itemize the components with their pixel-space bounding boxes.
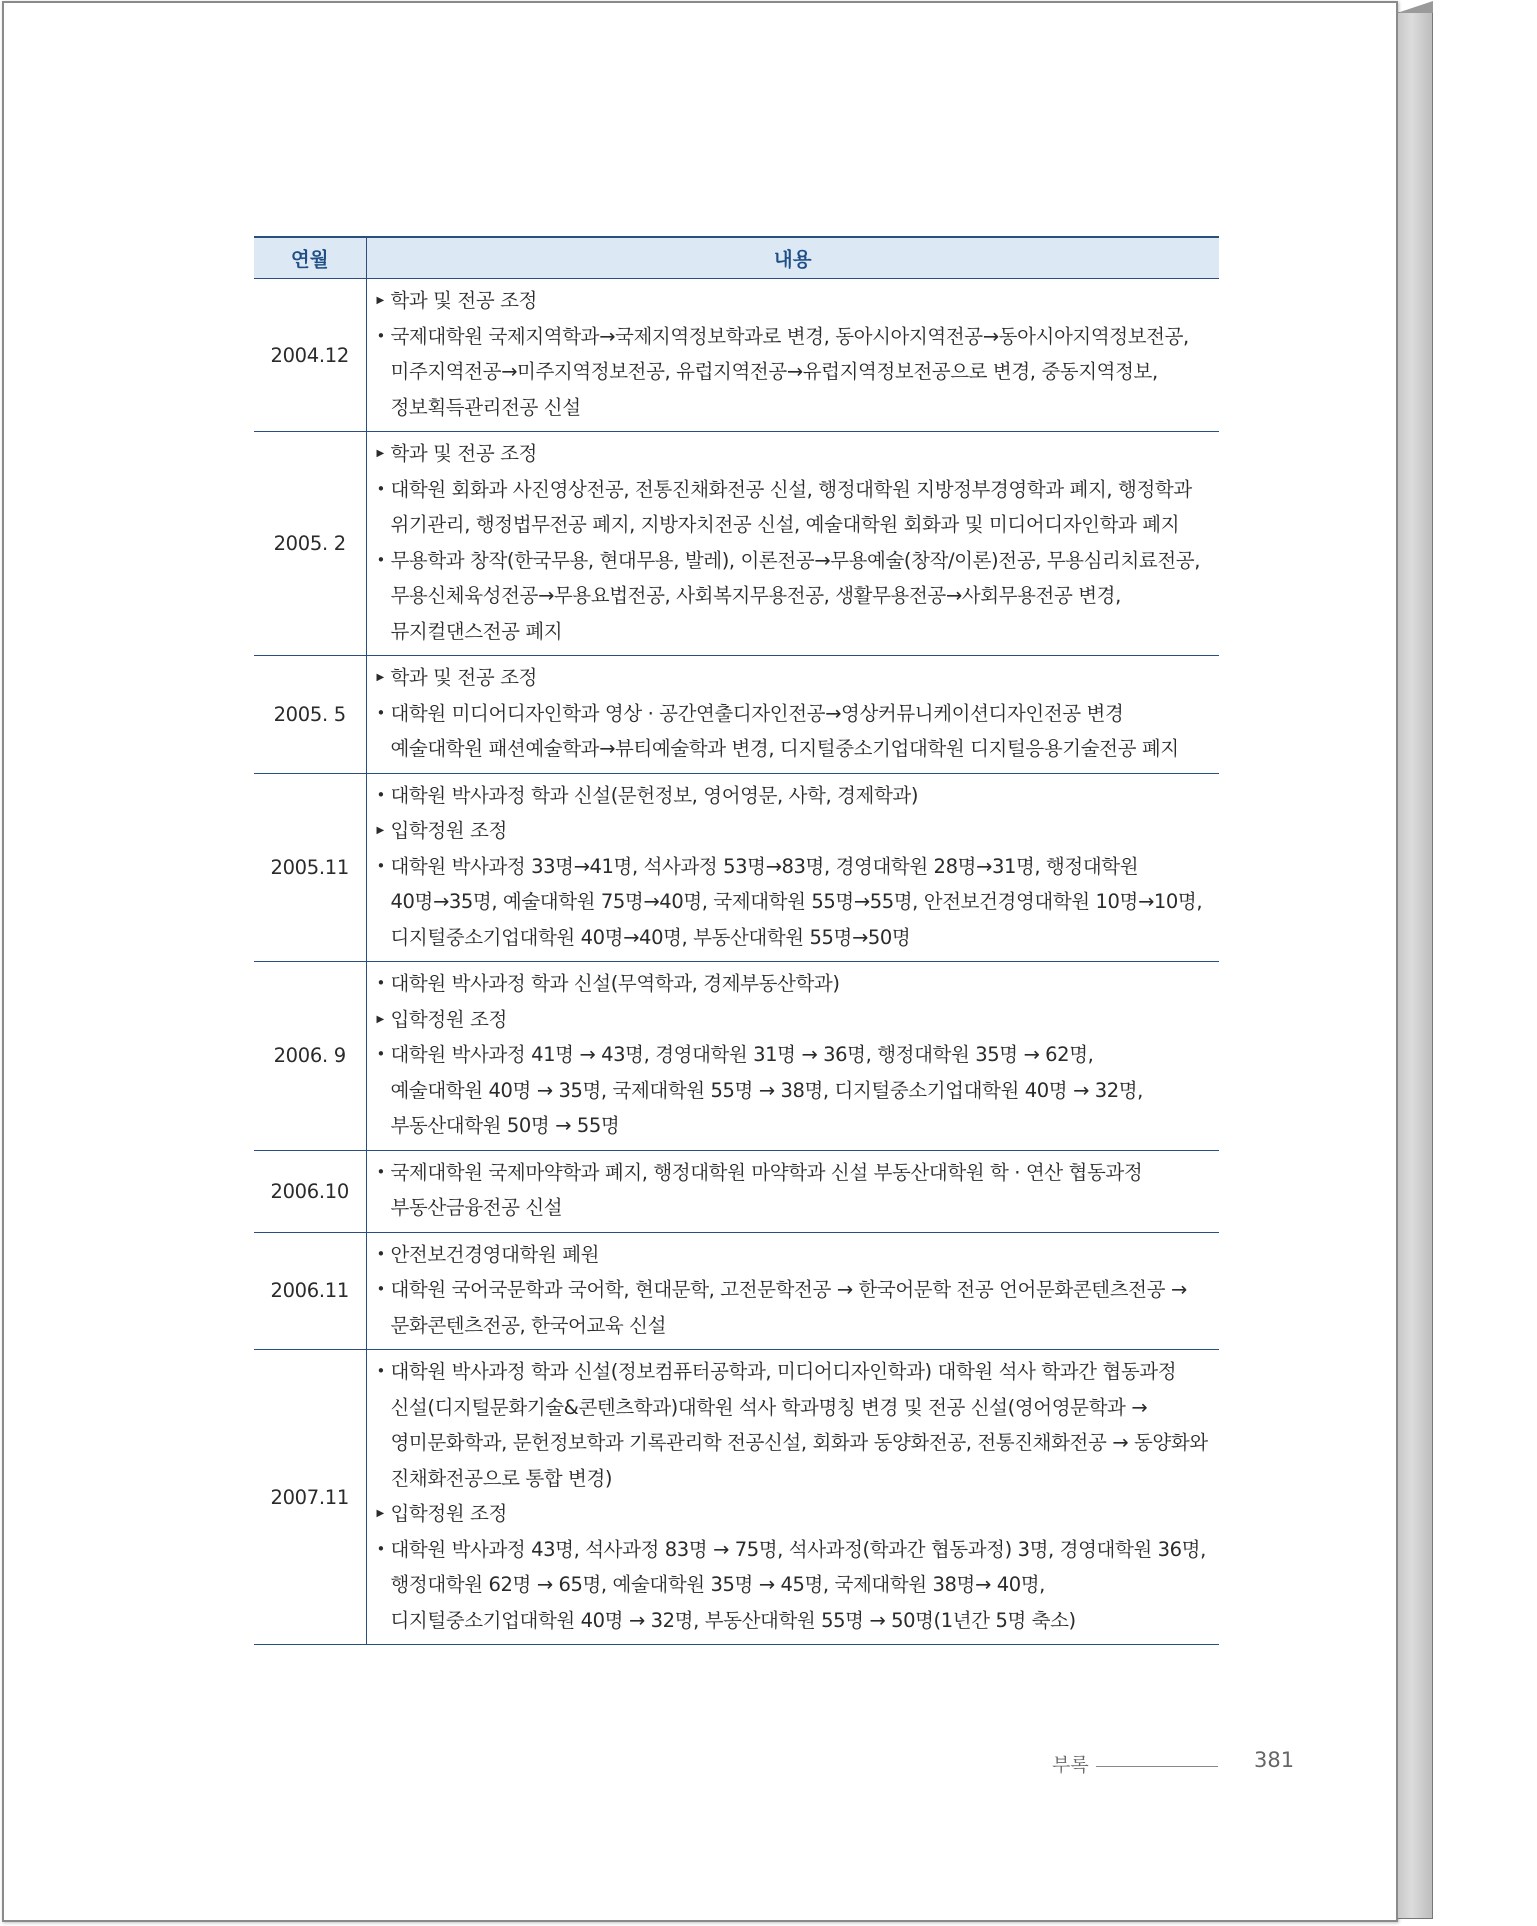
continuation-line xyxy=(377,354,1214,390)
triangle-bullet-icon: ▶ xyxy=(376,1013,384,1025)
table-row xyxy=(254,962,1219,1151)
dot-bullet-icon: • xyxy=(376,1045,385,1063)
content-cell xyxy=(366,1350,1219,1645)
bullet-item xyxy=(377,283,1214,319)
line-text: 대학원 미디어디자인학과 영상 · 공간연출디자인전공→영상커뮤니케이션디자인전공 변경 xyxy=(390,701,1124,725)
date-cell: 2006. 9 xyxy=(254,962,366,1151)
page-number: 381 xyxy=(1254,1748,1295,1772)
line-text: 미주지역전공→미주지역정보전공, 유럽지역전공→유럽지역정보전공으로 변경, 중동지역정보, xyxy=(390,360,1158,383)
continuation-line xyxy=(377,1425,1214,1461)
line-text: 진채화전공으로 통합 변경) xyxy=(390,1466,613,1490)
bullet-item xyxy=(377,1237,1214,1273)
bullet-item xyxy=(377,436,1214,472)
line-text: 대학원 박사과정 43명, 석사과정 83명 → 75명, 석사과정(학과간 협동과정) 3명, 경영대학원 36명, xyxy=(390,1537,1206,1561)
bullet-item xyxy=(377,1354,1214,1390)
line-text: 학과 및 전공 조정 xyxy=(390,666,537,689)
dot-bullet-icon: • xyxy=(376,326,385,345)
history-table xyxy=(254,236,1219,1645)
continuation-line xyxy=(377,390,1214,426)
line-text: 입학정원 조정 xyxy=(390,1007,507,1031)
continuation-line xyxy=(377,578,1214,614)
page-stack-edge xyxy=(1398,12,1433,1919)
content-cell xyxy=(366,279,1219,432)
bullet-item xyxy=(377,660,1214,696)
bullet-item xyxy=(377,696,1214,732)
bullet-item xyxy=(377,1002,1214,1038)
content-cell xyxy=(366,773,1219,962)
content-column-header: 내용 xyxy=(366,237,1219,279)
continuation-line xyxy=(377,920,1214,956)
line-text: 안전보건경영대학원 폐원 xyxy=(390,1242,600,1266)
bullet-item xyxy=(377,849,1214,885)
dot-bullet-icon: • xyxy=(376,479,385,498)
bullet-item xyxy=(377,1272,1214,1308)
bullet-item xyxy=(377,778,1214,814)
date-cell: 2005.11 xyxy=(254,773,366,962)
date-column-header: 연월 xyxy=(254,237,366,279)
dot-bullet-icon: • xyxy=(376,1280,385,1298)
line-text: 부동산대학원 50명 → 55명 xyxy=(390,1114,620,1137)
line-text: 뮤지컬댄스전공 폐지 xyxy=(390,619,563,643)
content-cell xyxy=(366,1150,1219,1232)
table-row xyxy=(254,1150,1219,1232)
continuation-line xyxy=(377,1461,1214,1497)
content-cell xyxy=(366,656,1219,774)
triangle-bullet-icon: ▶ xyxy=(376,672,384,683)
continuation-line xyxy=(377,1390,1214,1426)
line-text: 부동산금융전공 신설 xyxy=(390,1196,563,1219)
table-row xyxy=(254,1350,1219,1645)
table-body xyxy=(254,279,1219,1645)
line-text: 국제대학원 국제지역학과→국제지역정보학과로 변경, 동아시아지역전공→동아시아지역정보전공, xyxy=(390,324,1189,348)
line-text: 입학정원 조정 xyxy=(390,819,507,842)
date-cell: 2006.11 xyxy=(254,1232,366,1350)
table-row xyxy=(254,279,1219,432)
table-row xyxy=(254,1232,1219,1350)
line-text: 문화콘텐츠전공, 한국어교육 신설 xyxy=(390,1313,667,1337)
bullet-item xyxy=(377,1496,1214,1532)
triangle-bullet-icon: ▶ xyxy=(376,448,384,459)
continuation-line xyxy=(377,614,1214,650)
dot-bullet-icon: • xyxy=(376,974,385,992)
line-text: 디지털중소기업대학원 40명→40명, 부동산대학원 55명→50명 xyxy=(390,925,911,949)
line-text: 무용학과 창작(한국무용, 현대무용, 발레), 이론전공→무용예술(창작/이론)전공, 무용심리치료전공, xyxy=(390,548,1201,572)
dot-bullet-icon: • xyxy=(376,550,385,569)
line-text: 행정대학원 62명 → 65명, 예술대학원 35명 → 45명, 국제대학원 38명→ 40명, xyxy=(390,1573,1045,1596)
table-row xyxy=(254,656,1219,774)
line-text: 정보획득관리전공 신설 xyxy=(390,395,581,419)
continuation-line xyxy=(377,1108,1214,1144)
line-text: 예술대학원 40명 → 35명, 국제대학원 55명 → 38명, 디지털중소기업대학원 40명 → 32명, xyxy=(390,1078,1143,1102)
line-text: 대학원 회화과 사진영상전공, 전통진채화전공 신설, 행정대학원 지방정부경영학과 폐지, 행정학과 xyxy=(390,477,1192,501)
date-cell: 2007.11 xyxy=(254,1350,366,1645)
table-row xyxy=(254,432,1219,656)
line-text: 예술대학원 패션예술학과→뷰티예술학과 변경, 디지털중소기업대학원 디지털응용기술전공 폐지 xyxy=(390,737,1179,760)
dot-bullet-icon: • xyxy=(376,1162,385,1181)
line-text: 입학정원 조정 xyxy=(390,1502,507,1525)
continuation-line xyxy=(377,1190,1214,1226)
continuation-line xyxy=(377,1073,1214,1109)
dot-bullet-icon: • xyxy=(376,1539,385,1558)
line-text: 대학원 박사과정 학과 신설(정보컴퓨터공학과, 미디어디자인학과) 대학원 석사 학과간 협동과정 xyxy=(390,1360,1177,1383)
line-text: 디지털중소기업대학원 40명 → 32명, 부동산대학원 55명 → 50명(1년간 5명 축소) xyxy=(390,1608,1076,1632)
line-text: 학과 및 전공 조정 xyxy=(390,289,537,312)
line-text: 대학원 박사과정 41명 → 43명, 경영대학원 31명 → 36명, 행정대학원 35명 → 62명, xyxy=(390,1043,1094,1066)
bullet-item xyxy=(377,1532,1214,1568)
line-text: 신설(디지털문화기술&콘텐츠학과)대학원 석사 학과명칭 변경 및 전공 신설(영어영문학과 → xyxy=(390,1395,1148,1419)
date-cell: 2004.12 xyxy=(254,279,366,432)
continuation-line xyxy=(377,731,1214,767)
continuation-line xyxy=(377,1567,1214,1603)
content-cell xyxy=(366,432,1219,656)
dot-bullet-icon: • xyxy=(376,1362,385,1380)
content-cell xyxy=(366,962,1219,1151)
table-header-row xyxy=(254,237,1219,279)
line-text: 대학원 박사과정 33명→41명, 석사과정 53명→83명, 경영대학원 28명→31명, 행정대학원 xyxy=(390,854,1139,878)
line-text: 국제대학원 국제마약학과 폐지, 행정대학원 마약학과 신설 부동산대학원 학 · 연산 협동과정 xyxy=(390,1160,1143,1184)
date-cell: 2005. 5 xyxy=(254,656,366,774)
bullet-item xyxy=(377,966,1214,1002)
line-text: 대학원 국어국문학과 국어학, 현대문학, 고전문학전공 → 한국어문학 전공 언어문화콘텐츠전공 → xyxy=(390,1278,1187,1301)
dot-bullet-icon: • xyxy=(376,703,385,722)
bullet-item xyxy=(377,813,1214,849)
table-row xyxy=(254,773,1219,962)
triangle-bullet-icon: ▶ xyxy=(376,825,384,836)
footer-section-label: 부록 xyxy=(1052,1754,1089,1776)
triangle-bullet-icon: ▶ xyxy=(376,1508,384,1519)
line-text: 학과 및 전공 조정 xyxy=(390,442,537,465)
dot-bullet-icon: • xyxy=(376,785,385,804)
bullet-item xyxy=(377,319,1214,355)
continuation-line xyxy=(377,1308,1214,1344)
line-text: 대학원 박사과정 학과 신설(문헌정보, 영어영문, 사학, 경제학과) xyxy=(390,783,919,807)
bullet-item xyxy=(377,1155,1214,1191)
date-cell: 2005. 2 xyxy=(254,432,366,656)
bullet-item xyxy=(377,1037,1214,1073)
bullet-item xyxy=(377,472,1214,508)
content-cell xyxy=(366,1232,1219,1350)
continuation-line xyxy=(377,1603,1214,1639)
bullet-item xyxy=(377,543,1214,579)
line-text: 대학원 박사과정 학과 신설(무역학과, 경제부동산학과) xyxy=(390,972,840,995)
continuation-line xyxy=(377,507,1214,543)
dot-bullet-icon: • xyxy=(376,856,385,875)
triangle-bullet-icon: ▶ xyxy=(376,295,384,306)
footer-rule xyxy=(1096,1766,1218,1767)
continuation-line xyxy=(377,884,1214,920)
date-cell: 2006.10 xyxy=(254,1150,366,1232)
line-text: 위기관리, 행정법무전공 폐지, 지방자치전공 신설, 예술대학원 회화과 및 미디어디자인학과 폐지 xyxy=(390,513,1180,536)
line-text: 무용신체육성전공→무용요법전공, 사회복지무용전공, 생활무용전공→사회무용전공 변경, xyxy=(390,584,1121,607)
line-text: 40명→35명, 예술대학원 75명→40명, 국제대학원 55명→55명, 안전보건경영대학원 10명→10명, xyxy=(390,890,1203,913)
line-text: 영미문화학과, 문헌정보학과 기록관리학 전공신설, 회화과 동양화전공, 전통진채화전공 → 동양화와 xyxy=(390,1431,1208,1454)
dot-bullet-icon: • xyxy=(376,1244,385,1263)
